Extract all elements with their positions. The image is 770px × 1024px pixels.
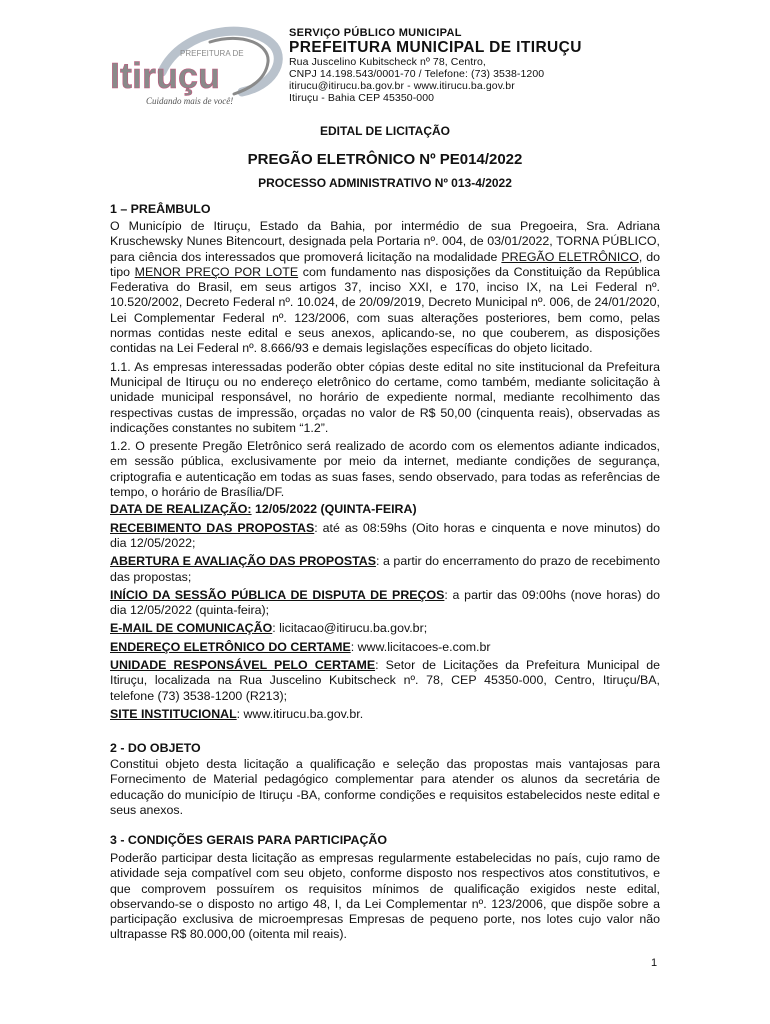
paragraph-1-1: 1.1. As empresas interessadas poderão obter cópias deste edital no site institucional da Prefeitura Municipal de Itiruçu ou no endereço eletrônico do certame, como também, mediante solicitação à unidade municipal responsável, no horário de expediente normal, mediante recolhimento das respectivas custas de impressão, orçadas no valor de R$ 50,00 (cinquenta reais), observadas as indicações constantes no subitem “1.2”. [110,359,660,435]
municipality-logo [102,26,284,110]
email-label: E-MAIL DE COMUNICAÇÃO [110,621,273,636]
email-value[interactable]: : licitacao@itirucu.ba.gov.br; [272,621,428,636]
opening-item [110,554,660,585]
opening-value: : a partir do encerramento do prazo de recebimento das propostas; [110,554,660,584]
preamble-paragraph [110,219,660,357]
section-3-body [110,851,660,943]
processo-title: PROCESSO ADMINISTRATIVO Nº 013-4/2022 [258,176,512,190]
preamble-modality: PREGÃO ELETRÔNICO [501,249,639,264]
date-value: 12/05/2022 (QUINTA-FEIRA) [251,502,417,517]
session-start-label: INÍCIO DA SESSÃO PÚBLICA DE DISPUTA DE PREÇOS [110,587,445,602]
date-label: DATA DE REALIZAÇÃO: [110,502,252,517]
section-1-heading: 1 – PREÂMBULO [110,202,211,216]
electronic-address-value[interactable]: : www.licitacoes-e.com.br [350,639,491,654]
letterhead-title: PREFEITURA MUNICIPAL DE ITIRUÇU [289,39,582,56]
logo-slogan: Cuidando mais de você! [146,96,234,106]
section-3-heading: 3 - CONDIÇÕES GERAIS PARA PARTICIPAÇÃO [110,833,387,847]
preamble-text-a: O Município de Itiruçu, Estado da Bahia, por intermédio de sua Pregoeira, Sra. Adriana Kruschewsky Nunes Bitencourt, designada pela Portaria nº. 004, de 03/01/2022, TORNA PÚBLICO, para ciência dos interessados que promoverá licitação na modalidade [110,219,660,264]
section-2-heading: 2 - DO OBJETO [110,741,201,755]
site-label: SITE INSTITUCIONAL [110,706,237,721]
responsible-unit-item [110,658,660,704]
preamble-text-c: com fundamento nas disposições da Constituição da República Federativa do Brasil, em seus artigos 37, inciso XXI, e 170, inciso IX, na Lei Federal nº. 10.520/2002, Decreto Federal nº. 10.024, de 20/09/2019, Decreto Municipal nº. 006, de 24/01/2020, Lei Complementar Federal nº. 123/2006, com suas alterações posteriores, bem como, pelas normas contidas neste edital e seus anexos, aplicando-se, no que couberem, as disposições contidas na Lei Federal nº. 8.666/93 e demais legislações específicas do objeto licitado. [110,264,661,356]
responsible-unit-value: : Setor de Licitações da Prefeitura Municipal de Itiruçu, localizada na Rua Juscelino Kubitscheck nº. 78, CEP 45350-000, Centro, Itiruçu/BA, telefone (73) 3538-1200 (R213); [110,658,660,703]
proposal-receipt-value: : até as 08:59hs (Oito horas e cinquenta e nove minutos) do dia 12/05/2022; [110,520,660,550]
page-number: 1 [651,957,658,969]
site-value[interactable]: : www.itirucu.ba.gov.br. [236,706,364,721]
site-item [110,707,660,722]
section-2-body [110,757,660,818]
letterhead-cnpj: CNPJ 14.198.543/0001-70 / Telefone: (73) 3538-1200 [289,68,545,81]
logo-main-text: Itiruçu [110,55,221,96]
letterhead [289,28,589,104]
preamble-type: MENOR PREÇO POR LOTE [134,264,299,279]
session-start-item [110,588,660,619]
section-1-body [110,219,660,722]
pregao-title: PREGÃO ELETRÔNICO Nº PE014/2022 [247,151,523,168]
edital-title: EDITAL DE LICITAÇÃO [320,124,450,138]
paragraph-1-2: 1.2. O presente Pregão Eletrônico será realizado de acordo com os elementos adiante indicados, em sessão pública, exclusivamente por meio da internet, mediante condições de segurança, criptografia e autenticação em todas as suas fases, sendo observado, para todas as referências de tempo, o horário de Brasília/DF. [110,439,660,500]
responsible-unit-label: UNIDADE RESPONSÁVEL PELO CERTAME [110,658,376,673]
session-start-value: : a partir das 09:00hs (nove horas) do dia 12/05/2022 (quinta-feira); [110,587,660,618]
opening-label: ABERTURA E AVALIAÇÃO DAS PROPOSTAS [110,554,376,569]
email-item [110,621,660,636]
logo-small-text: PREFEITURA DE [180,49,244,58]
letterhead-address: Rua Juscelino Kubitscheck nº 78, Centro, [289,56,486,69]
letterhead-service: SERVIÇO PÚBLICO MUNICIPAL [289,27,462,39]
electronic-address-label: ENDEREÇO ELETRÔNICO DO CERTAME [110,639,351,654]
preamble-text-b: , do tipo [110,249,661,279]
letterhead-emails: itirucu@itirucu.ba.gov.br - www.itirucu.ba.gov.br [289,80,515,93]
participation-paragraph: Poderão participar desta licitação as empresas regularmente estabelecidas no país, cujo ramo de atividade seja compatível com seu objeto, conforme disposto nos respectivos atos constitutivos, e que comprovem possuírem os requisitos mínimos de qualificação exigidos neste edital, observando-se o disposto no artigo 48, I, da Lei Complementar nº. 123/2006, que dispõe sobre a participação exclusiva de microempresas Empresas de pequeno porte, nos lotes cujo valor não ultrapasse R$ 80.000,00 (oitenta mil reais). [110,851,660,942]
proposal-receipt-item [110,521,660,552]
proposal-receipt-label: RECEBIMENTO DAS PROPOSTAS [110,520,315,535]
date-item [110,502,660,517]
electronic-address-item [110,640,660,655]
letterhead-city: Itiruçu - Bahia CEP 45350-000 [289,92,435,105]
object-paragraph: Constitui objeto desta licitação a qualificação e seleção das propostas mais vantajosas para Fornecimento de Material pedagógico complementar para atender os alunos da secretária de educação do município de Itiruçu -BA, conforme condições e requisitos estabelecidos neste edital e seus anexos. [110,757,660,817]
